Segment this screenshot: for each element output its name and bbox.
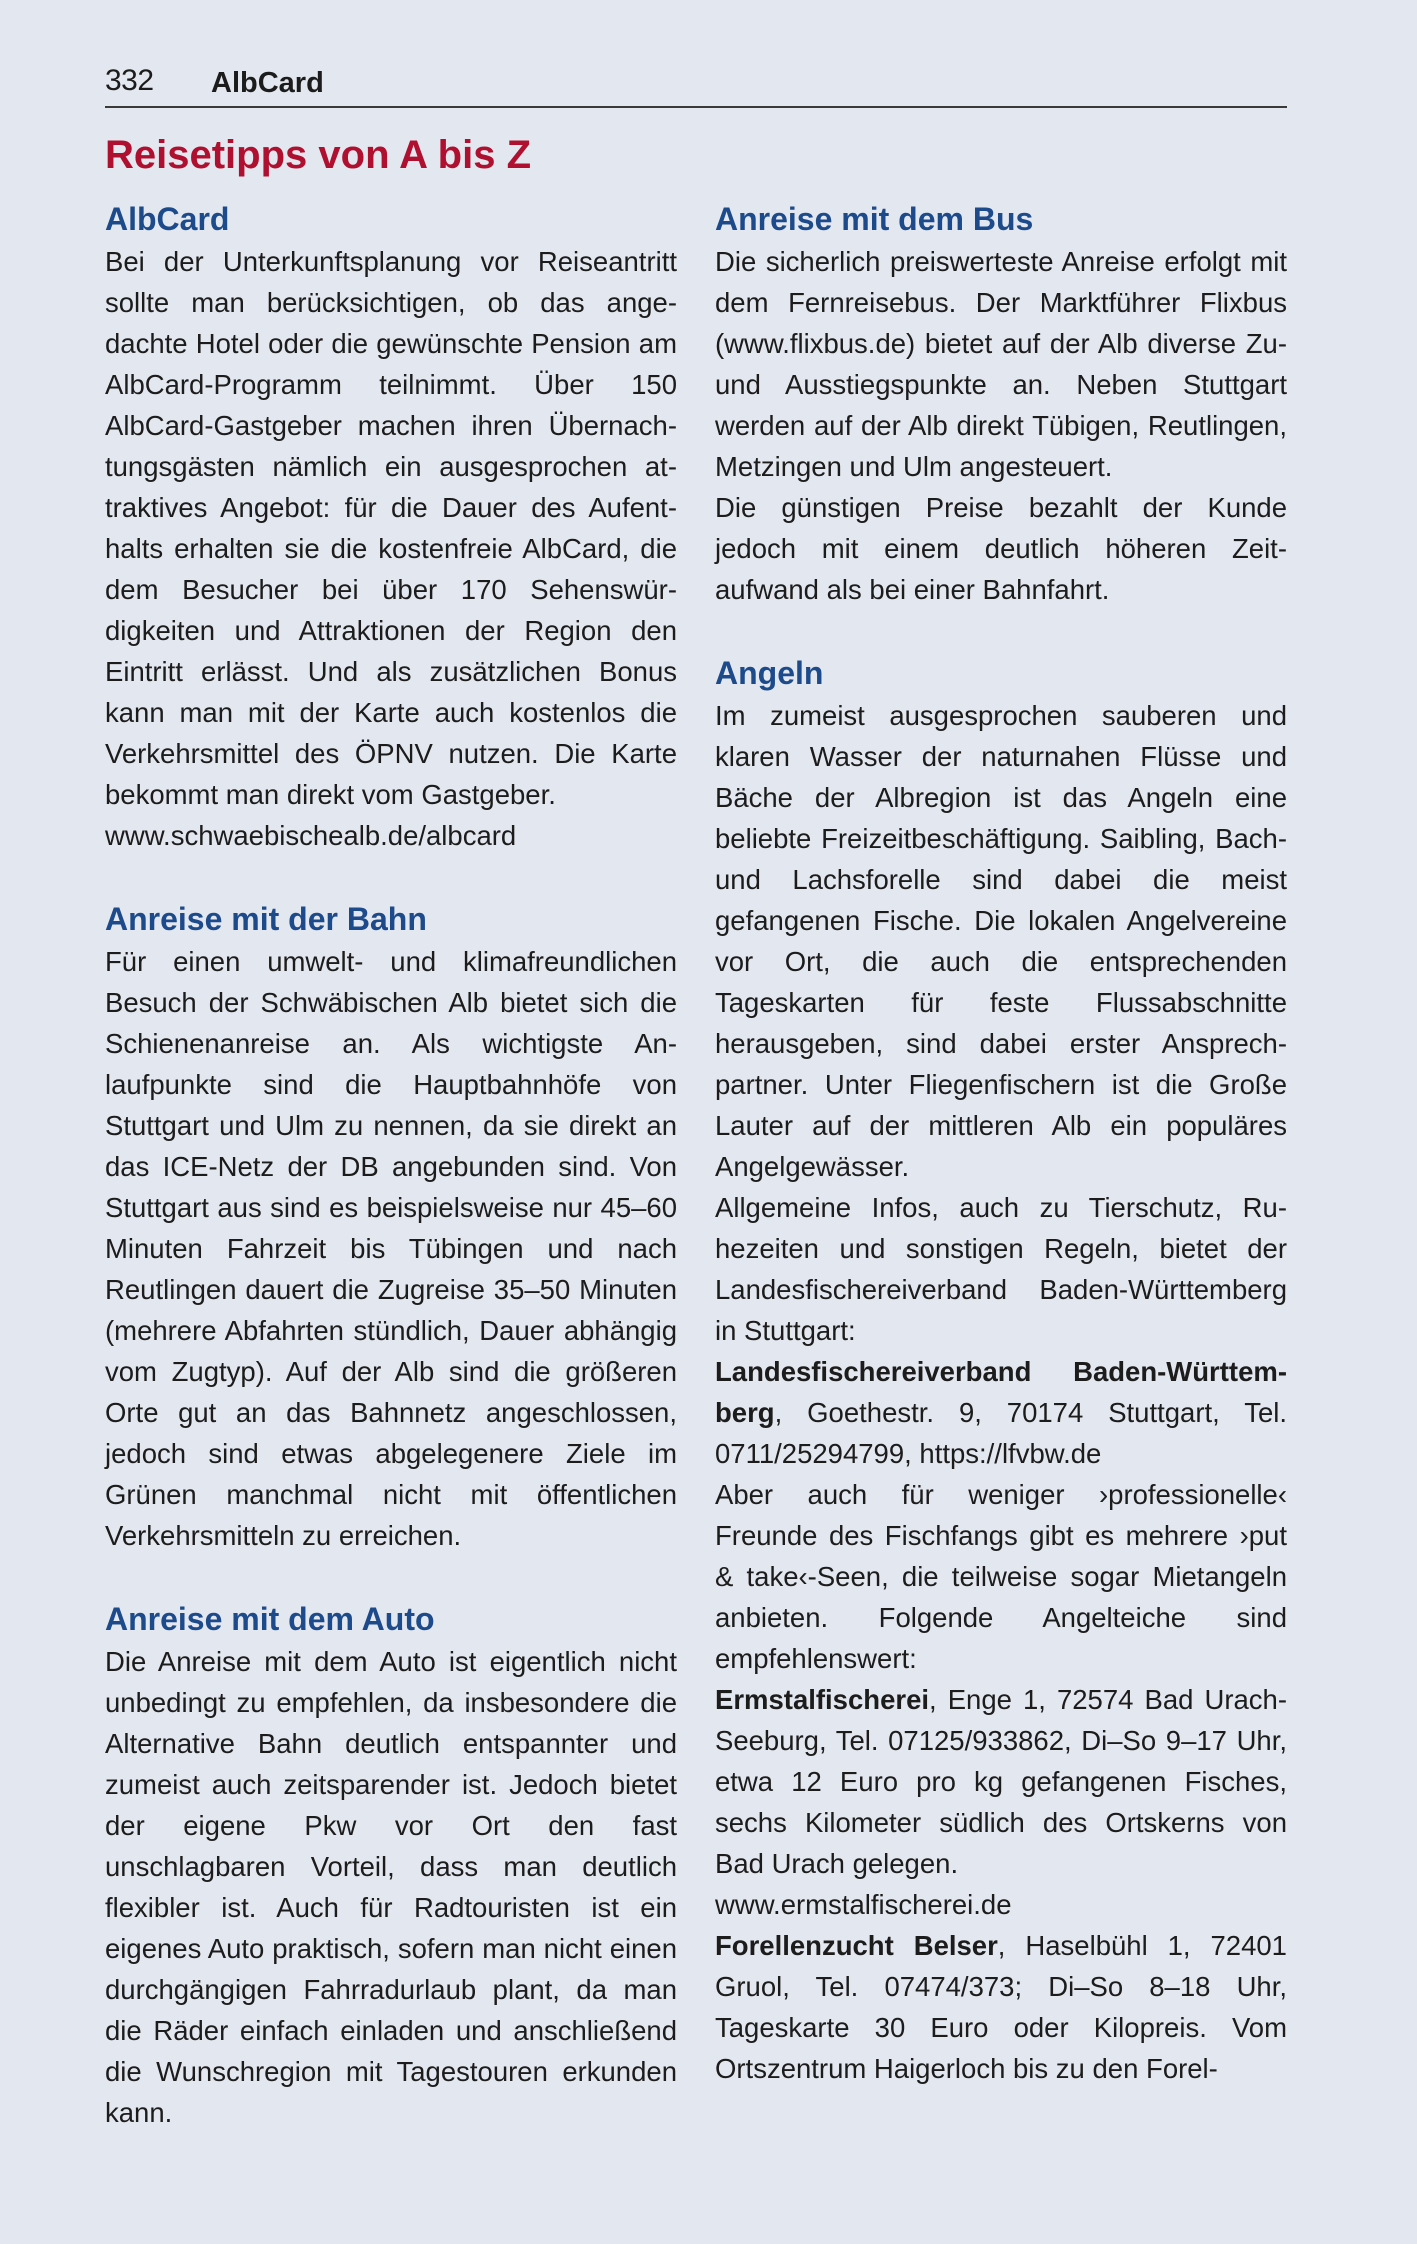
entry-heading-angeln: Angeln [715,655,824,691]
albcard-text: Bei der Unterkunftsplanung vor Reiseantritt sollte man berücksichtigen, ob das angedachte Hotel oder die gewünschte Pension am AlbCard-Programm teilnimmt. Über 150 AlbCard-Gastgeber machen ihren Übernachtungsgästen nämlich ein ausgesprochen attraktives Angebot: für die Dauer des Aufenthalts erhalten sie die kostenfreie AlbCard, die dem Besucher bei über 170 Sehenswürdigkeiten und Attraktionen der Region den Eintritt erlässt. Und als zusätzlichen Bonus kann man mit der Karte auch kostenlos die Verkehrsmittel des ÖPNV nutzen. Die Karte bekommt man direkt vom Gastgeber. [105,246,677,810]
bus-text-1: Die sicherlich preiswerteste Anreise erfolgt mit dem Fernreisebus. Der Marktführer Flixbus (www.flixbus.de) bietet auf der Alb diverse Zu- und Ausstiegspunkte an. Neben Stuttgart werden auf der Alb direkt Tübigen, Reutlingen, Metzingen und Ulm angesteuert. [715,246,1287,482]
ermstal-details: , Enge 1, 72574 Bad Urach-Seeburg, Tel. 07125/933862, Di–So 9–17 Uhr, etwa 12 Euro pro kg gefangenen Fisches, sechs Kilometer südlich des Ortskerns von Bad Urach gelegen. [715,1684,1287,1879]
ermstal-name: Ermstalfischerei [715,1684,929,1715]
verband-details: , Goethestr. 9, 70174 Stuttgart, Tel. 0711/25294799, https://lfvbw.de [715,1397,1287,1469]
bahn-text: Für einen umwelt- und klimafreundlichen Besuch der Schwäbischen Alb bietet sich die Schienenanreise an. Als wichtigste Anlaufpunkte sind die Hauptbahnhöfe von Stuttgart und Ulm zu nennen, da sie direkt an das ICE-Netz der DB angebunden sind. Von Stuttgart aus sind es beispielsweise nur 45–60 Minuten Fahrzeit bis Tübingen und nach Reutlingen dauert die Zugreise 35–50 Minuten (mehrere Abfahrten stündlich, Dauer abhängig vom Zugtyp). Auf der Alb sind die größeren Orte gut an das Bahnnetz angeschlossen, jedoch sind etwas abgelegenere Ziele im Grünen manchmal nicht mit öffentlichen Verkehrsmitteln zu erreichen. [105,946,677,1551]
ermstal-address [715,1679,1287,1884]
two-column-body [105,199,1287,2176]
entry-heading-albcard: AlbCard [105,201,230,237]
running-header [105,60,1287,108]
bus-text-2: Die günstigen Preise bezahlt der Kunde jedoch mit einem deutlich höheren Zeitaufwand als bei einer Bahnfahrt. [715,492,1287,605]
entry-auto [105,1599,677,2133]
auto-text: Die Anreise mit dem Auto ist eigentlich nicht unbedingt zu empfehlen, da insbesondere die Alternative Bahn deutlich entspannter und zumeist auch zeitsparender ist. Jedoch bietet der eigene Pkw vor Ort den fast unschlagbaren Vorteil, dass man deutlich flexibler ist. Auch für Radtouristen ist ein eigenes Auto praktisch, sofern man nicht einen durchgängigen Fahrradurlaub plant, da man die Räder einfach einladen und anschließend die Wunschregion mit Tagestouren erkunden kann. [105,1646,677,2128]
entry-heading-bahn: Anreise mit der Bahn [105,901,427,937]
left-column [105,199,677,2176]
entry-bahn [105,899,677,1556]
entry-heading-bus: Anreise mit dem Bus [715,201,1034,237]
belser-address [715,1925,1287,2089]
entry-angeln [715,653,1287,2089]
section-title: Reisetipps von A bis Z [105,133,531,177]
belser-details: , Haselbühl 1, 72401 Gruol, Tel. 07474/373; Di–So 8–18 Uhr, Tageskarte 30 Euro oder Kilopreis. Vom Ortszentrum Haigerloch bis zu den Forel- [715,1930,1287,2084]
angeln-text-2: Allgemeine Infos, auch zu Tierschutz, Ruhezeiten und sonstigen Regeln, bietet der Landesfischereiverband Baden-Württemberg in Stuttgart: [715,1192,1287,1346]
entry-heading-auto: Anreise mit dem Auto [105,1601,435,1637]
angeln-text-1: Im zumeist ausgesprochen sauberen und klaren Wasser der naturnahen Flüsse und Bäche der Albregion ist das Angeln eine beliebte Freizeitbeschäftigung. Saibling, Bach- und Lachsforelle sind dabei die meist gefangenen Fische. Die lokalen Angelvereine vor Ort, die auch die entsprechenden Tageskarten für feste Flussabschnitte herausgeben, sind dabei erster Ansprechpartner. Unter Fliegenfischern ist die Große Lauter auf der mittleren Alb ein populäres Angelgewässer. [715,700,1287,1182]
verband-name: Landesfischereiverband Baden-Württemberg [715,1356,1287,1428]
verband-address [715,1351,1287,1474]
albcard-url: www.schwaebischealb.de/albcard [105,820,517,851]
right-column [715,199,1287,2176]
page-number: 332 [105,64,154,97]
book-page [105,60,1287,2176]
belser-name: Forellenzucht Belser [715,1930,998,1961]
entry-bus [715,199,1287,610]
ermstal-url: www.ermstalfischerei.de [715,1889,1012,1920]
angeln-text-3: Aber auch für weniger ›professionelle‹ Freunde des Fischfangs gibt es mehrere ›put & take‹-Seen, die teilweise sogar Mietangeln anbieten. Folgende Angelteiche sind empfehlenswert: [715,1479,1287,1674]
entry-albcard [105,199,677,856]
running-title: AlbCard [211,67,324,99]
